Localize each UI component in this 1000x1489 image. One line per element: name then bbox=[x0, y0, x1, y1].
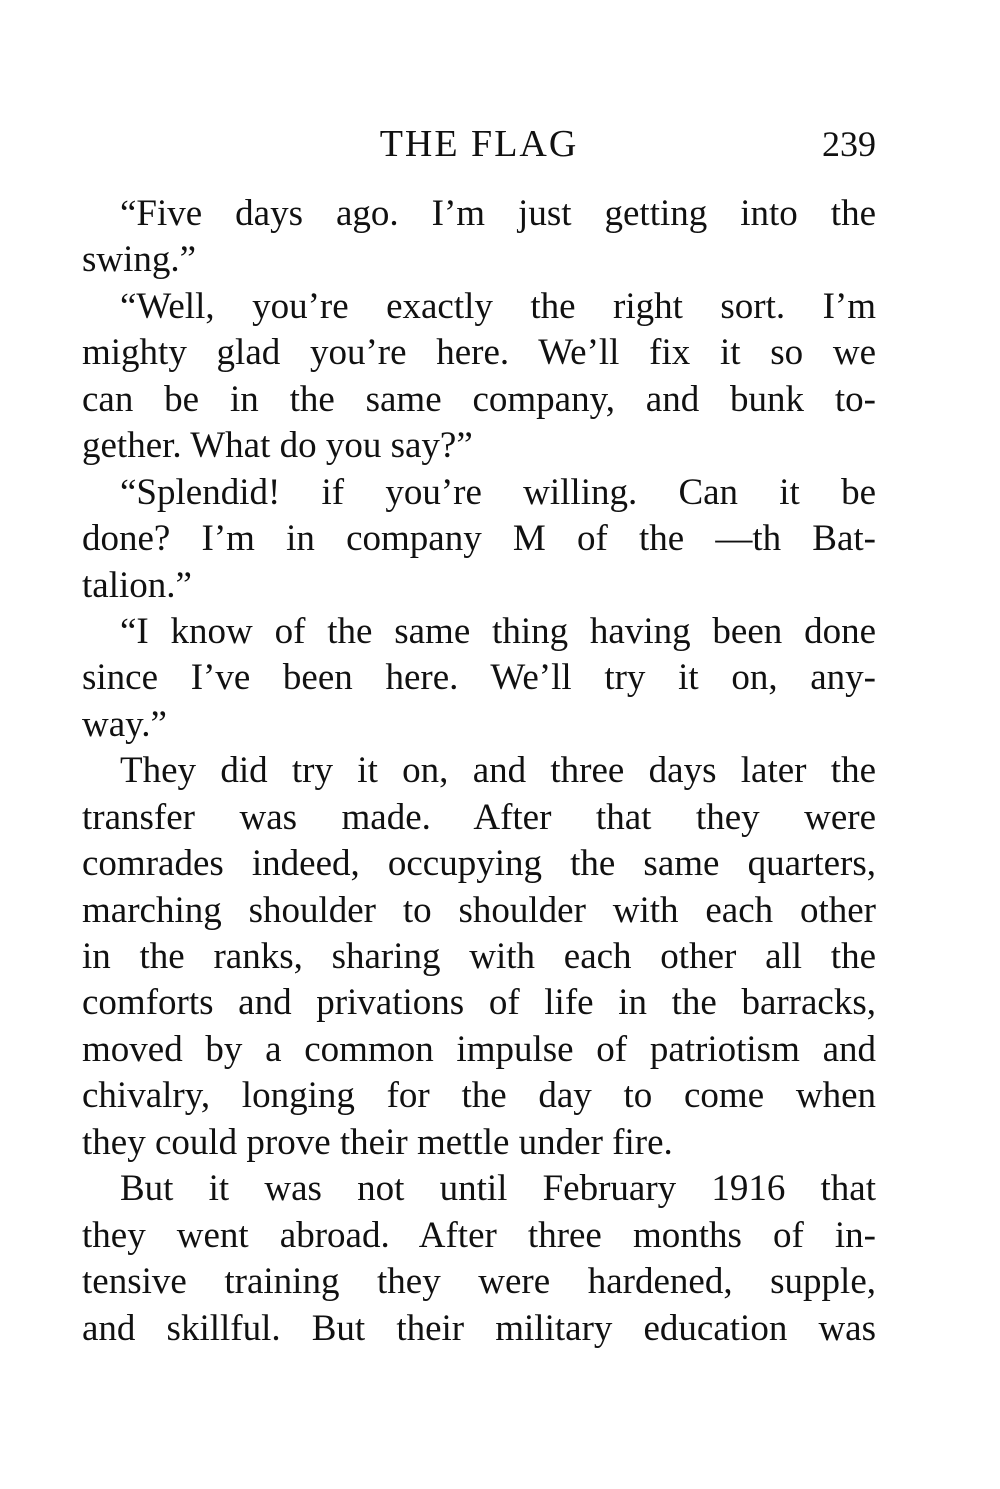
text-line: they went abroad. After three months of in- bbox=[82, 1214, 876, 1256]
text-line: transfer was made. After that they were bbox=[82, 796, 876, 838]
text-line: They did try it on, and three days later the bbox=[120, 750, 876, 792]
text-line: they could prove their mettle under fire. bbox=[82, 1121, 673, 1163]
page-number: 239 bbox=[822, 124, 876, 164]
text-line: mighty glad you’re here. We’ll fix it so we bbox=[82, 332, 876, 374]
text-line: since I’ve been here. We’ll try it on, any- bbox=[82, 657, 876, 699]
text-line: “I know of the same thing having been done bbox=[120, 610, 876, 652]
text-line: can be in the same company, and bunk to- bbox=[82, 378, 876, 420]
text-line: But it was not until February 1916 that bbox=[120, 1168, 876, 1210]
text-line: gether. What do you say?” bbox=[82, 425, 473, 467]
text-line: marching shoulder to shoulder with each other bbox=[82, 889, 876, 931]
text-line: “Well, you’re exactly the right sort. I’m bbox=[120, 285, 876, 327]
text-line: done? I’m in company M of the —th Bat- bbox=[82, 518, 876, 560]
text-line: and skillful. But their military education was bbox=[82, 1307, 876, 1349]
running-head bbox=[82, 118, 876, 170]
text-line: moved by a common impulse of patriotism and bbox=[82, 1028, 876, 1070]
running-title: THE FLAG bbox=[379, 123, 579, 165]
text-line: talion.” bbox=[82, 564, 192, 606]
text-line: way.” bbox=[82, 703, 167, 745]
text-line: chivalry, longing for the day to come when bbox=[82, 1075, 876, 1117]
text-line: comrades indeed, occupying the same quarters, bbox=[82, 843, 876, 885]
text-line: comforts and privations of life in the barracks, bbox=[82, 982, 876, 1024]
text-line: “Five days ago. I’m just getting into the bbox=[120, 193, 876, 234]
body-text bbox=[82, 191, 876, 1352]
text-line: in the ranks, sharing with each other all the bbox=[82, 936, 876, 977]
text-line: swing.” bbox=[82, 239, 197, 281]
text-line: “Splendid! if you’re willing. Can it be bbox=[120, 471, 876, 513]
text-line: tensive training they were hardened, supple, bbox=[82, 1261, 876, 1303]
